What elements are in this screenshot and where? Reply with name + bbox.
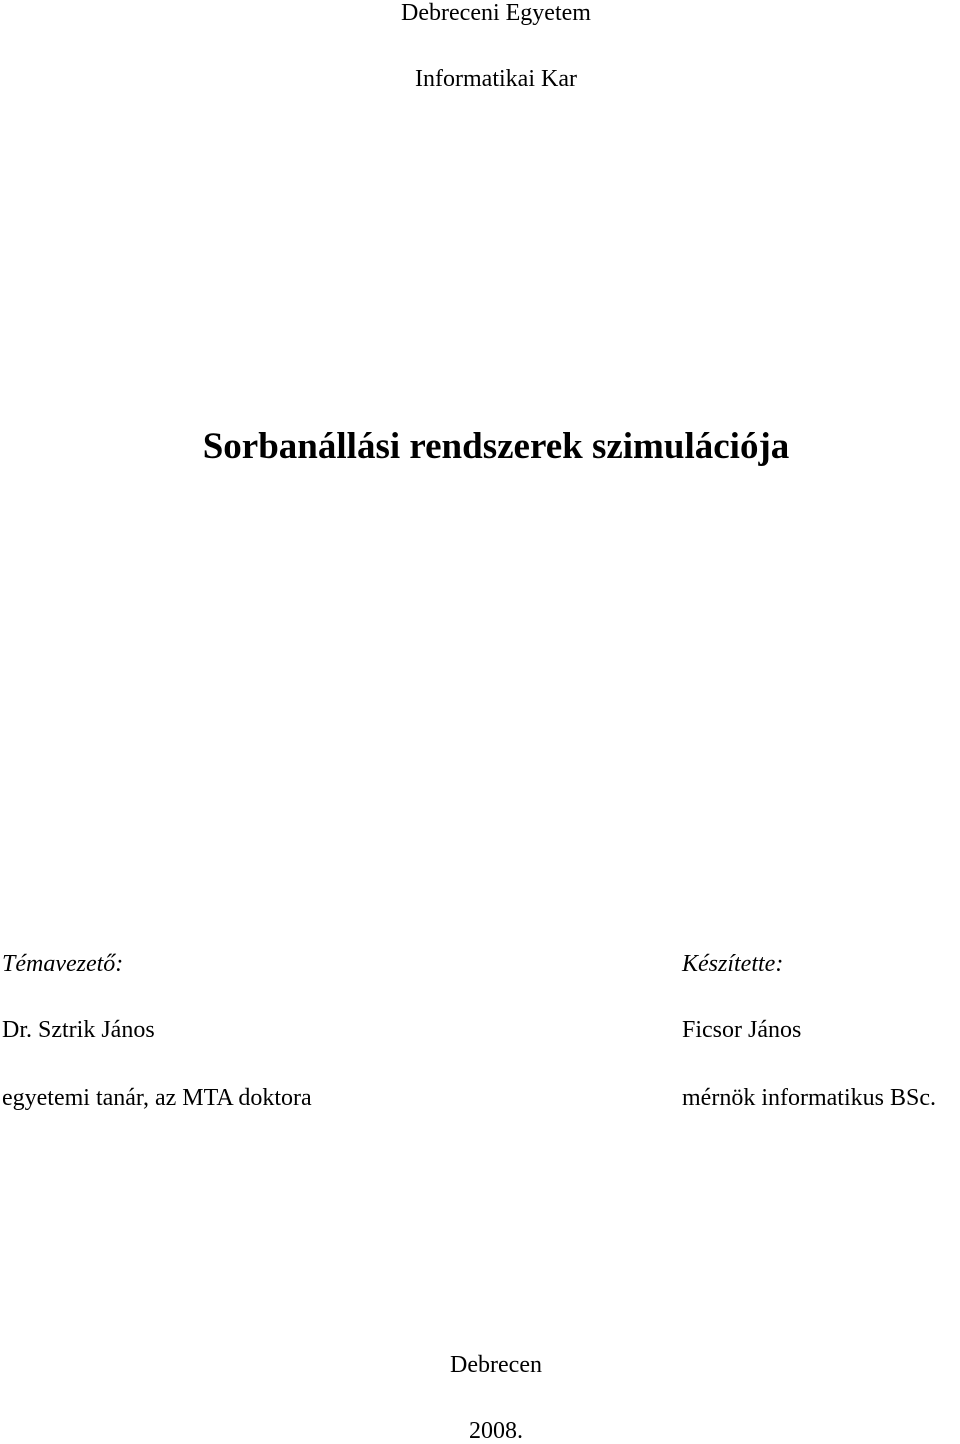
- thesis-title: Sorbanállási rendszerek szimulációja: [202, 426, 790, 467]
- author-label: Készítette:: [682, 951, 784, 977]
- footer-year: 2008.: [469, 1418, 523, 1444]
- supervisor-label: Témavezető:: [2, 951, 124, 977]
- faculty-name: Informatikai Kar: [415, 66, 577, 92]
- supervisor-position: egyetemi tanár, az MTA doktora: [2, 1085, 312, 1111]
- author-degree: mérnök informatikus BSc.: [682, 1085, 936, 1111]
- supervisor-name: Dr. Sztrik János: [2, 1017, 155, 1043]
- footer-city: Debrecen: [450, 1352, 542, 1378]
- author-name: Ficsor János: [682, 1017, 802, 1043]
- university-name: Debreceni Egyetem: [401, 0, 591, 26]
